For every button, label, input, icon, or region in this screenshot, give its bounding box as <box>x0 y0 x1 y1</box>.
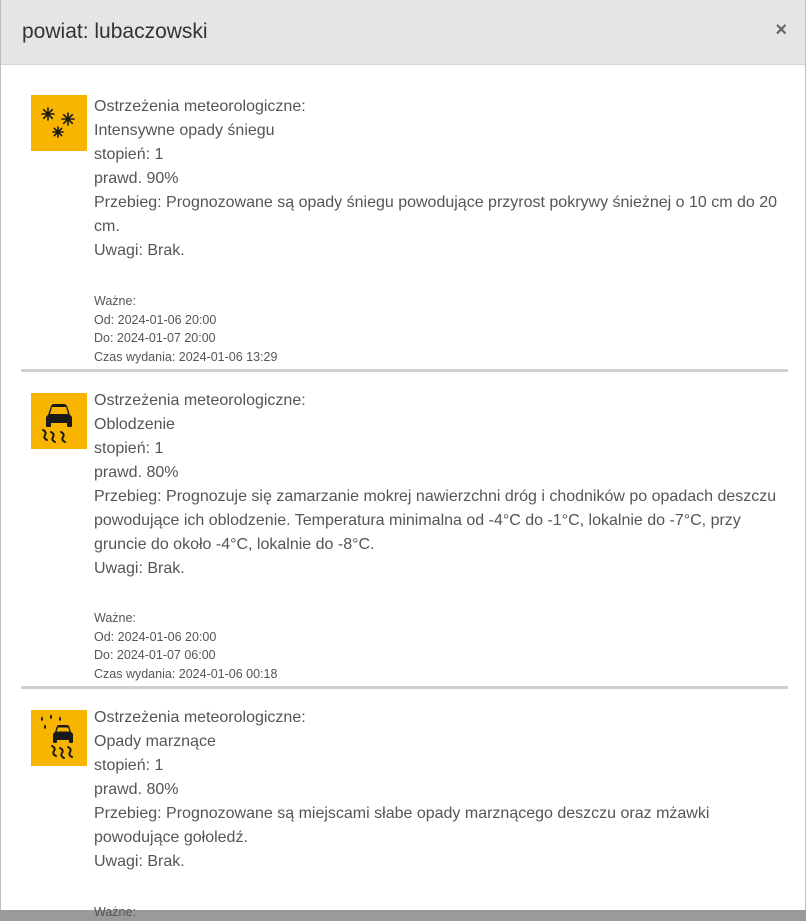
valid-from: Od: 2024-01-06 20:00 <box>94 629 217 644</box>
warning-course-line: Przebieg: Prognozowane są miejscami słabe opady marznącego deszczu oraz mżawki <box>94 804 710 822</box>
snowflakes-icon <box>31 95 87 151</box>
icy-road-car-icon <box>31 393 87 449</box>
warning-name: Intensywne opady śniegu <box>94 122 275 139</box>
warning-notes: Uwagi: Brak. <box>94 242 185 259</box>
warning-item <box>21 689 788 921</box>
validity-label: Ważne: <box>94 904 136 919</box>
warning-notes: Uwagi: Brak. <box>94 559 185 577</box>
validity-block <box>94 292 788 367</box>
modal-title: powiat: lubaczowski <box>22 20 208 43</box>
warning-probability: prawd. 80% <box>94 780 179 798</box>
warning-course-line: Przebieg: Prognozowane są opady śniegu powodujące przyrost pokrywy śnieżnej o 10 cm do 20 <box>94 194 778 211</box>
modal-header <box>1 0 805 65</box>
warning-item <box>21 95 788 367</box>
warning-notes: Uwagi: Brak. <box>94 852 185 870</box>
warning-course-line: gruncie do około -4°C, lokalnie do -8°C. <box>94 535 375 553</box>
warning-header: Ostrzeżenia meteorologiczne: <box>94 391 306 409</box>
modal-body <box>1 65 805 921</box>
warning-name: Opady marznące <box>94 732 216 750</box>
warning-probability: prawd. 80% <box>94 463 179 481</box>
warning-probability: prawd. 90% <box>94 170 179 187</box>
issued-time: Czas wydania: 2024-01-06 13:29 <box>94 350 278 365</box>
warning-course-line: Przebieg: Prognozuje się zamarzanie mokrej nawierzchni dróg i chodników po opadach deszczu <box>94 487 777 505</box>
validity-label: Ważne: <box>94 610 136 625</box>
valid-to: Do: 2024-01-07 20:00 <box>94 331 216 346</box>
warning-name: Oblodzenie <box>94 415 175 433</box>
validity-block <box>94 609 788 684</box>
warning-degree: stopień: 1 <box>94 756 164 774</box>
warning-item <box>21 372 788 684</box>
warning-degree: stopień: 1 <box>94 146 164 163</box>
warning-header: Ostrzeżenia meteorologiczne: <box>94 98 306 115</box>
valid-from: Od: 2024-01-06 20:00 <box>94 312 217 327</box>
validity-block <box>94 903 788 921</box>
warning-degree: stopień: 1 <box>94 439 164 457</box>
warning-course-line: cm. <box>94 218 120 235</box>
valid-to: Do: 2024-01-07 06:00 <box>94 648 216 663</box>
warning-header: Ostrzeżenia meteorologiczne: <box>94 708 306 726</box>
validity-label: Ważne: <box>94 294 136 308</box>
freezing-rain-car-icon <box>31 710 87 766</box>
warning-course-line: powodujące gołoledź. <box>94 828 248 846</box>
issued-time: Czas wydania: 2024-01-06 00:18 <box>94 666 278 681</box>
close-button[interactable]: × <box>775 19 787 41</box>
warning-course-line: powodujące ich oblodzenie. Temperatura minimalna od -4°C do -1°C, lokalnie do -7°C, przy <box>94 511 741 529</box>
